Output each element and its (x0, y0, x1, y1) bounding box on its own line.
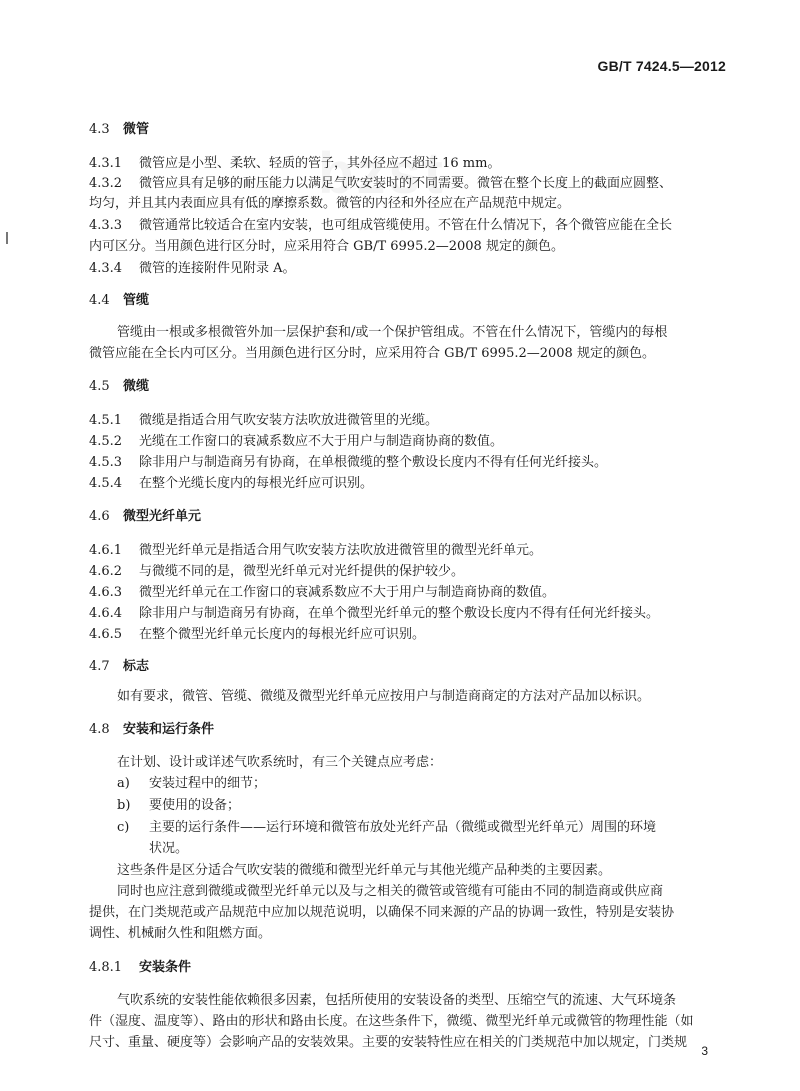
heading-4-8: 4.8 安装和运行条件 (89, 722, 215, 737)
clause-4-3-4: 4.3.4 微管的连接附件见附录 A。 (89, 261, 296, 276)
clause-4-5-2: 4.5.2 光缆在工作窗口的衰减系数应不大于用户与制造商协商的数值。 (89, 434, 504, 449)
clause-4-5-3: 4.5.3 除非用户与制造商另有协商，在单根微缆的整个敷设长度内不得有任何光纤接头。 (89, 455, 608, 470)
heading-4-6: 4.6 微型光纤单元 (89, 509, 202, 524)
clause-4-6-1: 4.6.1 微型光纤单元是指适合用气吹安装方法吹放进微管里的微型光纤单元。 (89, 543, 543, 558)
clause-4-3-3-cont: 内可区分。当用颜色进行区分时，应采用符合 GB/T 6995.2—2008 规定的颜色。 (89, 239, 564, 254)
para-4-8-note-line3: 调性、机械耐久性和阻燃方面。 (89, 926, 272, 941)
heading-4-3: 4.3 微管 (89, 122, 150, 137)
clause-4-5-1: 4.5.1 微缆是指适合用气吹安装方法吹放进微管里的光缆。 (89, 413, 439, 428)
list-item-c: c) 主要的运行条件——运行环境和微管布放处光纤产品（微缆或微型光纤单元）周围的环境 (117, 820, 657, 835)
heading-4-5: 4.5 微缆 (89, 379, 150, 394)
clause-4-6-3: 4.6.3 微型光纤单元在工作窗口的衰减系数应不大于用户与制造商协商的数值。 (89, 585, 556, 600)
clause-4-5-4: 4.5.4 在整个光缆长度内的每根光纤应可识别。 (89, 476, 374, 491)
clause-4-3-2: 4.3.2 微管应具有足够的耐压能力以满足气吹安装时的不同需要。微管在整个长度上的截面应圆整、 (89, 176, 673, 191)
para-4-8-1-line3: 尺寸、重量、硬度等）会影响产品的安装效果。主要的安装特性应在相关的门类规范中加以规定，门类规 (89, 1035, 688, 1050)
para-4-8-intro: 在计划、设计或详述气吹系统时，有三个关键点应考虑： (117, 755, 443, 770)
list-item-c-cont: 状况。 (149, 841, 189, 856)
para-4-8-1-line1: 气吹系统的安装性能依赖很多因素，包括所使用的安装设备的类型、压缩空气的流速、大气环境条 (117, 993, 677, 1008)
heading-4-8-1: 4.8.1 安装条件 (89, 960, 192, 975)
clause-4-3-1: 4.3.1 微管应是小型、柔软、轻质的管子，其外径应不超过 16 mm。 (89, 156, 501, 171)
standard-number: GB/T 7424.5—2012 (597, 58, 726, 74)
list-item-a: a) 安装过程中的细节； (117, 776, 267, 791)
para-4-4-line2: 微管应能在全长内可区分。当用颜色进行区分时，应采用符合 GB/T 6995.2—2008 规定的颜色。 (89, 346, 655, 361)
scan-edge-mark (6, 232, 8, 244)
heading-4-4: 4.4 管缆 (89, 293, 150, 308)
clause-4-6-2: 4.6.2 与微缆不同的是，微型光纤单元对光纤提供的保护较少。 (89, 564, 465, 579)
clause-4-3-3: 4.3.3 微管通常比较适合在室内安装，也可组成管缆使用。不管在什么情况下，各个微管应能在全长 (89, 218, 673, 233)
heading-4-7: 4.7 标志 (89, 659, 150, 674)
para-4-8-factors: 这些条件是区分适合气吹安装的微缆和微型光纤单元与其他光缆产品种类的主要因素。 (117, 863, 612, 878)
list-item-b: b) 要使用的设备； (117, 798, 241, 813)
para-4-7: 如有要求，微管、管缆、微缆及微型光纤单元应按用户与制造商商定的方法对产品加以标识。 (117, 689, 651, 704)
page-number: 3 (701, 1044, 708, 1058)
clause-4-6-5: 4.6.5 在整个微型光纤单元长度内的每根光纤应可识别。 (89, 627, 426, 642)
para-4-8-1-line2: 件（湿度、温度等）、路由的形状和路由长度。在这些条件下，微缆、微型光纤单元或微管的物理性能（如 (89, 1014, 694, 1029)
para-4-4-line1: 管缆由一根或多根微管外加一层保护套和/或一个保护管组成。不管在什么情况下，管缆内的每根 (117, 325, 668, 340)
para-4-8-note-line1: 同时也应注意到微缆或微型光纤单元以及与之相关的微管或管缆有可能由不同的制造商或供应商 (117, 884, 664, 899)
para-4-8-note-line2: 提供，在门类规范或产品规范中应加以规范说明，以确保不同来源的产品的协调一致性，特别是安装协 (89, 905, 675, 920)
clause-4-6-4: 4.6.4 除非用户与制造商另有协商，在单个微型光纤单元的整个敷设长度内不得有任何光纤接头。 (89, 606, 660, 621)
clause-4-3-2-cont: 均匀，并且其内表面应具有低的摩擦系数。微管的内径和外径应在产品规范中规定。 (89, 196, 571, 211)
